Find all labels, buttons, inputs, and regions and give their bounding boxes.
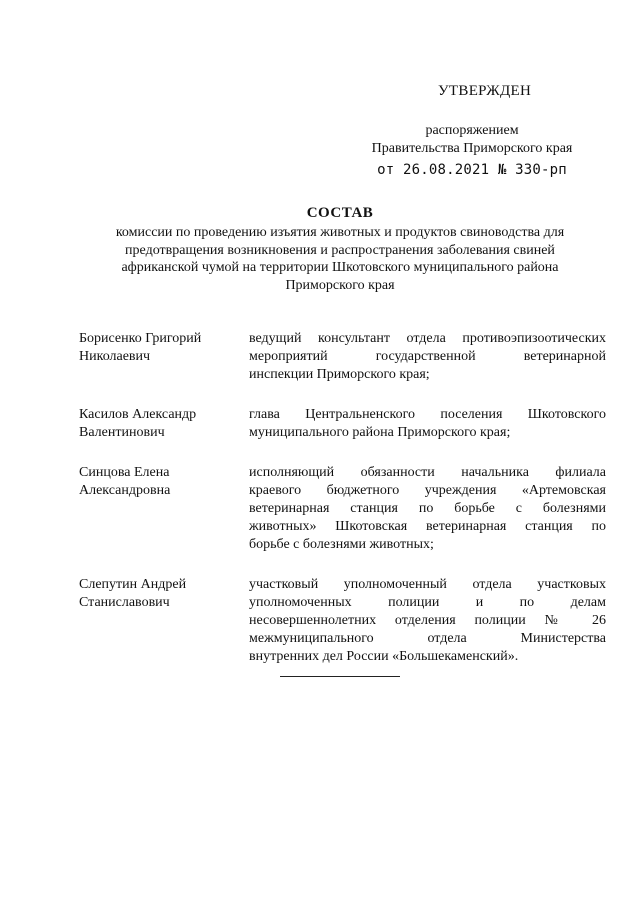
member-role-line: муниципального района Приморского края;: [249, 425, 511, 440]
member-name-line: Борисенко Григорий: [79, 331, 202, 346]
member-role-line: исполняющий обязанности начальника филиала: [249, 465, 606, 480]
member-role-line: внутренних дел России «Большекаменский».: [249, 649, 519, 664]
subtitle-line: предотвращения возникновения и распространения заболевания свиней: [125, 242, 555, 258]
member-role-line: участковый уполномоченный отдела участковых: [249, 577, 606, 592]
subtitle-line: африканской чумой на территории Шкотовского муниципального района: [121, 260, 559, 275]
document-title: СОСТАВ: [306, 205, 374, 221]
member-name-line: Валентинович: [79, 425, 165, 440]
member-name-line: Станиславович: [79, 595, 170, 610]
member-name-line: Касилов Александр: [79, 407, 197, 422]
member-name: [79, 406, 249, 442]
member-role-line: несовершеннолетних отделения полиции № 26: [249, 613, 606, 628]
member-role-line: животных» Шкотовская ветеринарная станция по: [249, 519, 606, 534]
member-role-line: борьбе с болезнями животных;: [249, 537, 434, 552]
member-name: [79, 464, 249, 554]
subtitle-line: Приморского края: [285, 277, 395, 293]
member-role-line: ветеринарная станция по борьбе с болезнями: [249, 501, 606, 516]
member-role-line: краевого бюджетного учреждения «Артемовская: [249, 483, 606, 498]
member-role: [249, 464, 606, 554]
member-role-line: глава Центральненского поселения Шкотовского: [249, 407, 606, 422]
approved-stamp: УТВЕРЖДЕН: [438, 83, 532, 99]
member-name-line: Слепутин Андрей: [79, 577, 187, 592]
members-list: [79, 330, 607, 688]
member-name-line: Николаевич: [79, 349, 151, 364]
subtitle-line: комиссии по проведению изъятия животных и продуктов свиноводства для: [115, 225, 565, 240]
member-row: [79, 330, 607, 384]
order-line-1: распоряжением: [425, 123, 519, 138]
member-name-line: Александровна: [79, 483, 171, 498]
closing-divider: [280, 676, 400, 677]
member-name: [79, 576, 249, 666]
member-row: [79, 406, 607, 442]
order-reference: [330, 122, 614, 179]
member-role-line: инспекции Приморского края;: [249, 367, 430, 382]
member-row: [79, 576, 607, 666]
order-number: от 26.08.2021 № 330-рп: [377, 162, 567, 178]
document-subtitle: [84, 224, 596, 294]
member-role-line: уполномоченных полиции и по делам: [249, 595, 606, 610]
member-role-line: мероприятий государственной ветеринарной: [249, 349, 606, 364]
member-role: [249, 406, 606, 442]
member-row: [79, 464, 607, 554]
member-name: [79, 330, 249, 384]
member-name-line: Синцова Елена: [79, 465, 170, 480]
member-role-line: ведущий консультант отдела противоэпизоотических: [249, 331, 606, 346]
member-role: [249, 576, 606, 666]
member-role: [249, 330, 606, 384]
order-line-2: Правительства Приморского края: [371, 141, 573, 156]
member-role-line: межмуниципального отдела Министерства: [249, 631, 606, 646]
